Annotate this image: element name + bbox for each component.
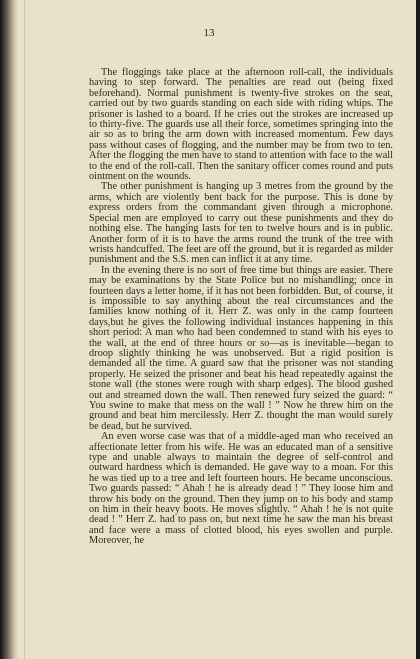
- book-page: [2, 0, 416, 659]
- gutter-crease: [24, 0, 25, 659]
- paragraph-hanging: The other punishment is hanging up 3 metres from the ground by the arms, which are violently bent back for the purpose. This is done by express orders from the commandant given through a microphone. Special men are employed to carry out these punishments and they do nothing else. The hanging lasts for ten to twelve hours and is in public. Another form of it is to have the arms round the trunk of the tree with wrists handcuffed. The feet are off the ground, but it is regarded as milder punishment and the S.S. men can inflict it at any time.: [89, 181, 393, 266]
- body-text: [89, 68, 393, 547]
- paragraph-floggings: The floggings take place at the afternoon roll-call, the individuals having to step forward. The penalties are read out (being fixed beforehand). Normal punishment is twenty-five strokes on the seat, carried out by two guards standing on each side with riding whips. The prisoner is lashed to a board. If he cries out the strokes are increased up to thirty-five. The guards use all their force, sometimes springing into the air so as to bring the arm down with increased momentum. Few days pass without cases of flogging, and the number may be from two to ten. After the flogging the men have to stand to attention with face to the wall to the end of the roll-call. Then the sanitary officer comes round and puts ointment on the wounds.: [89, 67, 393, 183]
- page-number: 13: [203, 27, 215, 39]
- page-gutter-shadow: [2, 0, 18, 659]
- paragraph-worse-case: An even worse case was that of a middle-aged man who received an affectionate letter from his wife. He was an educated man of a sensitive type and unable always to maintain the degree of self-control and outward hardness which is demanded. He gave way to a moan. For this he was tied up to a tree and left fourteen hours. He became unconscious. Two guards passed: “ Ahah ! he is already dead ! ” They loose him and throw his body on the ground. Then they jump on to his body and stamp on him in their heavy boots. He moves slightly. “ Ahah ! he is not quite dead ! ” Herr Z. had to pass on, but next time he saw the man his breast and face were a mass of clotted blood, his eyes swollen and purple. Moreover, he: [89, 431, 393, 547]
- paragraph-evening: In the evening there is no sort of free time but things are easier. There may be examinations by the State Police but no mishandling; once in fourteen days a letter home, if it has not been forbidden. But, of course, it is impossible to say anything about the real circumstances and the families know nothing of it. Herr Z. was only in the camp fourteen days,but he gives the following individual instances happening in this short period: A man who had been condemned to stand with his eyes to the wall, at the end of three hours or so—as is inevitable—began to droop slightly thinking he was unobserved. But a rigid position is demanded all the time. A guard saw that the prisoner was not standing properly. He seized the prisoner and beat his head repeatedly against the stone wall (the stones were rough with sharp edges). The blood gushed out and streamed down the wall. Then renewed fury seized the guard: “ You swine to make that mess on the wall ! ” Now he threw him on the ground and beat him mercilessly. Herr Z. thought the man would surely be dead, but he survived.: [89, 264, 393, 432]
